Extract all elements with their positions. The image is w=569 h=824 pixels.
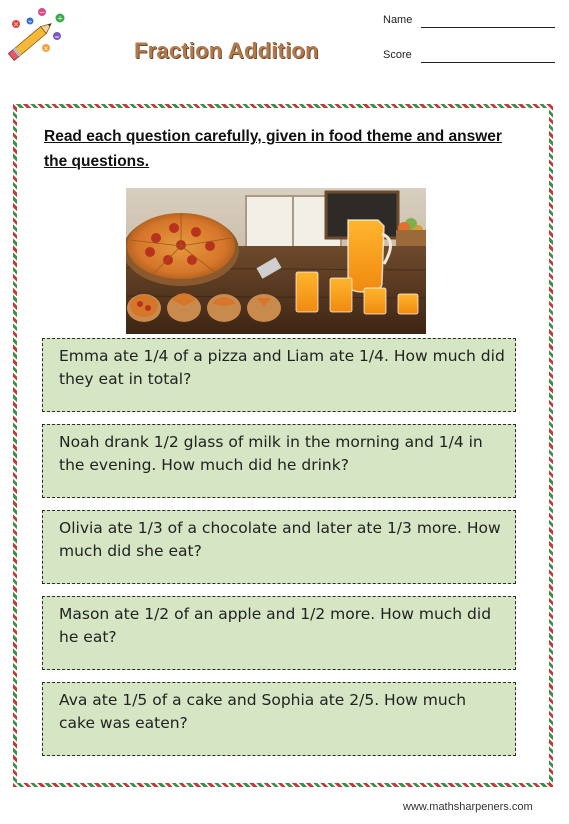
score-label: Score xyxy=(383,49,412,61)
svg-text:−: − xyxy=(39,8,45,17)
svg-text:=: = xyxy=(54,33,60,41)
svg-text:×: × xyxy=(43,45,49,53)
question-text: Ava ate 1/5 of a cake and Sophia ate 2/5. How much cake was eaten? xyxy=(59,691,467,732)
svg-text:×: × xyxy=(13,20,19,29)
website-footer: www.mathsharpeners.com xyxy=(403,801,533,813)
score-field[interactable] xyxy=(383,49,558,65)
pizza-juice-photo-icon xyxy=(126,188,426,334)
question-box-1 xyxy=(42,338,516,412)
question-text: Olivia ate 1/3 of a chocolate and later ate 1/3 more. How much did she eat? xyxy=(59,519,501,560)
name-field[interactable] xyxy=(383,14,558,30)
question-box-3 xyxy=(42,510,516,584)
question-text: Mason ate 1/2 of an apple and 1/2 more. How much did he eat? xyxy=(59,605,492,646)
score-line[interactable] xyxy=(421,62,555,63)
worksheet-title: Fraction Addition xyxy=(134,38,319,63)
question-box-2 xyxy=(42,424,516,498)
name-label: Name xyxy=(383,14,413,26)
svg-text:+: + xyxy=(57,14,63,23)
pencil-math-logo-icon xyxy=(2,2,76,68)
name-line[interactable] xyxy=(421,27,555,28)
question-text: Noah drank 1/2 glass of milk in the morning and 1/4 in the evening. How much did he drink? xyxy=(59,433,483,474)
instructions: Read each question carefully, given in food theme and answer the questions. xyxy=(44,128,502,170)
question-box-5 xyxy=(42,682,516,756)
question-text: Emma ate 1/4 of a pizza and Liam ate 1/4. How much did they eat in total? xyxy=(59,347,505,388)
svg-text:÷: ÷ xyxy=(27,18,33,26)
question-box-4 xyxy=(42,596,516,670)
